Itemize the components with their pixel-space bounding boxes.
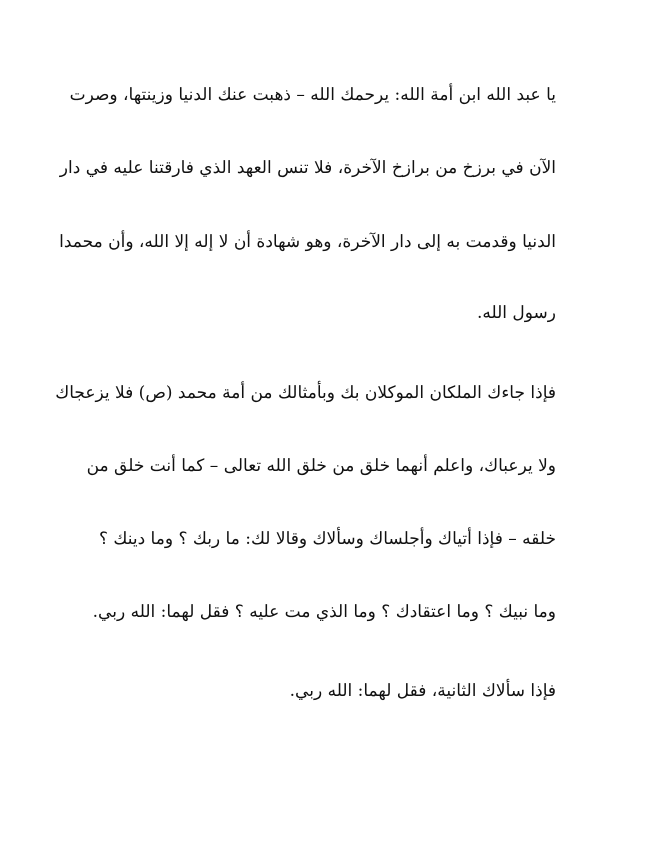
- paragraph-2-line-1: فإذا جاءك الملكان الموكلان بك وبأمثالك من أمة محمد (ص) فلا يزعجاك: [55, 383, 556, 403]
- paragraph-1-line-2: الآن في برزخ من برازخ الآخرة، فلا تنس العهد الذي فارقتنا عليه في دار: [59, 158, 556, 178]
- paragraph-2-line-3: خلقه – فإذا أتياك وأجلساك وسألاك وقالا لك: ما ربك ؟ وما دينك ؟: [98, 529, 556, 549]
- paragraph-2-line-2: ولا يرعباك، واعلم أنهما خلق من خلق الله تعالى – كما أنت خلق من: [86, 456, 556, 476]
- paragraph-2-line-4: وما نبيك ؟ وما اعتقادك ؟ وما الذي مت عليه ؟ فقل لهما: الله ربي.: [92, 602, 556, 622]
- paragraph-1-line-4: رسول الله.: [476, 303, 556, 323]
- paragraph-3-line-1: فإذا سألاك الثانية، فقل لهما: الله ربي.: [289, 681, 556, 701]
- paragraph-1-line-1: يا عبد الله ابن أمة الله: يرحمك الله – ذهبت عنك الدنيا وزينتها، وصرت: [69, 85, 556, 105]
- document-body: [55, 0, 556, 841]
- paragraph-1-line-3: الدنيا وقدمت به إلى دار الآخرة، وهو شهادة أن لا إله إلا الله، وأن محمدا: [59, 232, 556, 252]
